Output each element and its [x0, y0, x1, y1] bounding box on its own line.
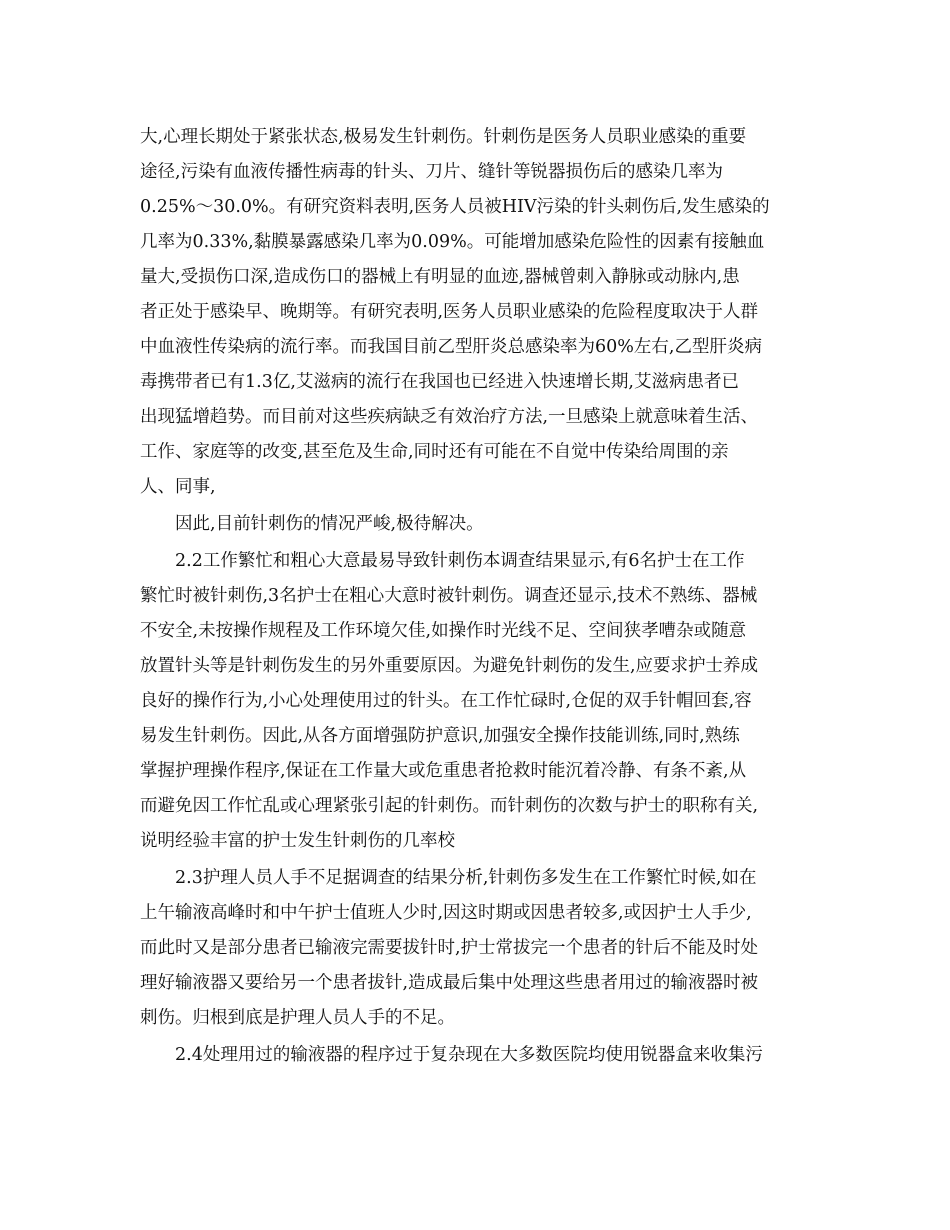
text-line: 2.3护理人员人手不足据调查的结果分析,针刺伤多发生在工作繁忙时候,如在: [175, 868, 757, 888]
text-line: 掌握护理操作程序,保证在工作量大或危重患者抢救时能沉着冷静、有条不紊,从: [140, 761, 747, 781]
text-line: 易发生针刺伤。因此,从各方面增强防护意识,加强安全操作技能训练,同时,熟练: [140, 726, 740, 746]
text-line: 2.4处理用过的输液器的程序过于复杂现在大多数医院均使用锐器盒来收集污: [175, 1045, 763, 1065]
text-line: 大,心理长期处于紧张状态,极易发生针刺伤。针刺伤是医务人员职业感染的重要: [140, 127, 747, 147]
paragraph: [140, 507, 820, 542]
text-line: 因此,目前针刺伤的情况严峻,极待解决。: [175, 514, 484, 534]
text-line: 0.25%～30.0%。有研究资料表明,医务人员被HIV污染的针头刺伤后,发生感染的: [140, 197, 770, 217]
text-line: 人、同事,: [140, 477, 216, 497]
text-line: 刺伤。归根到底是护理人员人手的不足。: [140, 1008, 455, 1028]
paragraph: [140, 1038, 820, 1073]
text-line: 几率为0.33%,黏膜暴露感染几率为0.09%。可能增加感染危险性的因素有接触血: [140, 232, 765, 252]
text-line: 途径,污染有血液传播性病毒的针头、刀片、缝针等锐器损伤后的感染几率为: [140, 162, 724, 182]
text-line: 而避免因工作忙乱或心理紧张引起的针刺伤。而针刺伤的次数与护士的职称有关,: [140, 796, 759, 816]
text-line: 说明经验丰富的护士发生针刺伤的几率校: [140, 831, 455, 851]
text-line: 繁忙时被针刺伤,3名护士在粗心大意时被针刺伤。调查还显示,技术不熟练、器械: [140, 586, 758, 606]
text-line: 良好的操作行为,小心处理使用过的针头。在工作忙碌时,仓促的双手针帽回套,容: [140, 691, 752, 711]
text-line: 出现猛增趋势。而目前对这些疾病缺乏有效治疗方法,一旦感染上就意味着生活、: [140, 407, 759, 427]
document-body: [140, 120, 820, 1073]
text-line: 者正处于感染早、晚期等。有研究表明,医务人员职业感染的危险程度取决于人群: [140, 302, 759, 322]
text-line: 工作、家庭等的改变,甚至危及生命,同时还有可能在不自觉中传染给周围的亲: [140, 442, 729, 462]
text-line: 不安全,未按操作规程及工作环境欠佳,如操作时光线不足、空间狭孝嘈杂或随意: [140, 621, 747, 641]
paragraph: [140, 861, 820, 1036]
text-line: 中血液性传染病的流行率。而我国目前乙型肝炎总感染率为60%左右,乙型肝炎病: [140, 337, 762, 357]
paragraph: [140, 120, 820, 505]
text-line: 2.2工作繁忙和粗心大意最易导致针刺伤本调查结果显示,有6名护士在工作: [175, 551, 745, 571]
text-line: 理好输液器又要给另一个患者拔针,造成最后集中处理这些患者用过的输液器时被: [140, 973, 759, 993]
text-line: 毒携带者已有1.3亿,艾滋病的流行在我国也已经进入快速增长期,艾滋病患者已: [140, 372, 739, 392]
text-line: 放置针头等是针刺伤发生的另外重要原因。为避免针刺伤的发生,应要求护士养成: [140, 656, 759, 676]
text-line: 上午输液高峰时和中午护士值班人少时,因这时期或因患者较多,或因护士人手少,: [140, 903, 752, 923]
paragraph: [140, 544, 820, 859]
text-line: 量大,受损伤口深,造成伤口的器械上有明显的血迹,器械曾刺入静脉或动脉内,患: [140, 267, 740, 287]
text-line: 而此时又是部分患者已输液完需要拔针时,护士常拔完一个患者的针后不能及时处: [140, 938, 759, 958]
